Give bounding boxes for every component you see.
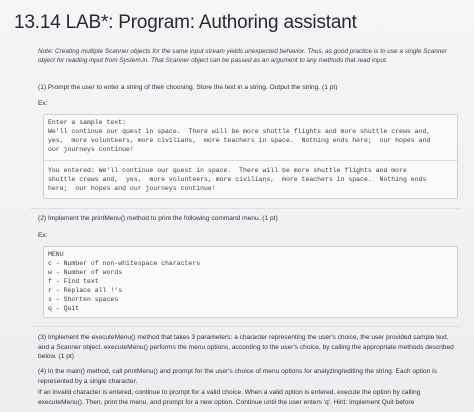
step-1-text: (1) Prompt the user to enter a string of their choosing. Store the text in a string. Output the string. (1 pt) [38,84,338,91]
menu-line: w - Number of words [48,269,123,276]
example-1-input-line: Enter a sample text: [48,119,127,126]
menu-line: q - Quit [48,305,80,312]
example-1-input-line: yes, more volunteers, more civilians, more teachers in space. Nothing ends here; our hopes and [48,137,431,144]
example-1-output-line: shuttle crews and, yes, more volunteers, more civilians, more teachers in space. Nothing ends [48,176,427,183]
example-1-output-line: You entered: We'll continue our quest in space. There will be more shuttle flights and more [48,167,407,174]
menu-line: f - Find text [48,278,99,285]
menu-line: s - Shorten spaces [48,296,119,303]
example-1-label: Ex: [38,100,48,107]
menu-example-box [43,246,458,318]
step-4-text: (4) In the main() method, call printMenu() and prompt for the user's choice of menu options for analyzing/editing the string. Each option is represented by a single character. [38,368,437,385]
section-divider [30,326,460,327]
menu-line: c - Number of non-whitespace characters [48,260,201,267]
section-divider [30,208,460,209]
example-1-box [43,114,458,199]
example-1-output-line: here; our hopes and our journeys continue! [48,185,216,192]
example-1-divider [44,160,457,161]
menu-line: r - Replace all !'s [48,287,123,294]
example-2-label: Ex: [38,232,48,239]
example-1-input-line: our journeys continue! [48,146,134,153]
note-text: Note: Creating multiple Scanner objects for the same input stream yields unexpected behavior. Thus, as good practice is to use a single Scanner object for reading input from System.in. That Scanner object can be passed as an argument to any methods that read input. [38,48,447,64]
step-4-continued-text: If an invalid character is entered, continue to prompt for a valid choice. When a valid option is entered, execute the option by calling executeMenu(). Then, print the menu, and prompt for a new option. Continue until the user enters 'q'. Hint: Implement Quit before [38,389,421,406]
step-2-text: (2) Implement the printMenu() method to print the following command menu. (1 pt) [38,215,278,222]
page-title: 13.14 LAB*: Program: Authoring assistant [14,12,357,33]
example-1-input-line: We'll continue our quest in space. There will be more shuttle flights and more shuttle crews and, [48,128,431,135]
step-3-text: (3) Implement the executeMenu() method that takes 3 parameters: a character representing the user's choice, the user provided sample text, and a Scanner object. executeMenu() performs the menu options, according to the user's choice, by calling the appropriate methods described below. (1 pt) [38,334,454,360]
menu-line: MENU [48,251,64,258]
